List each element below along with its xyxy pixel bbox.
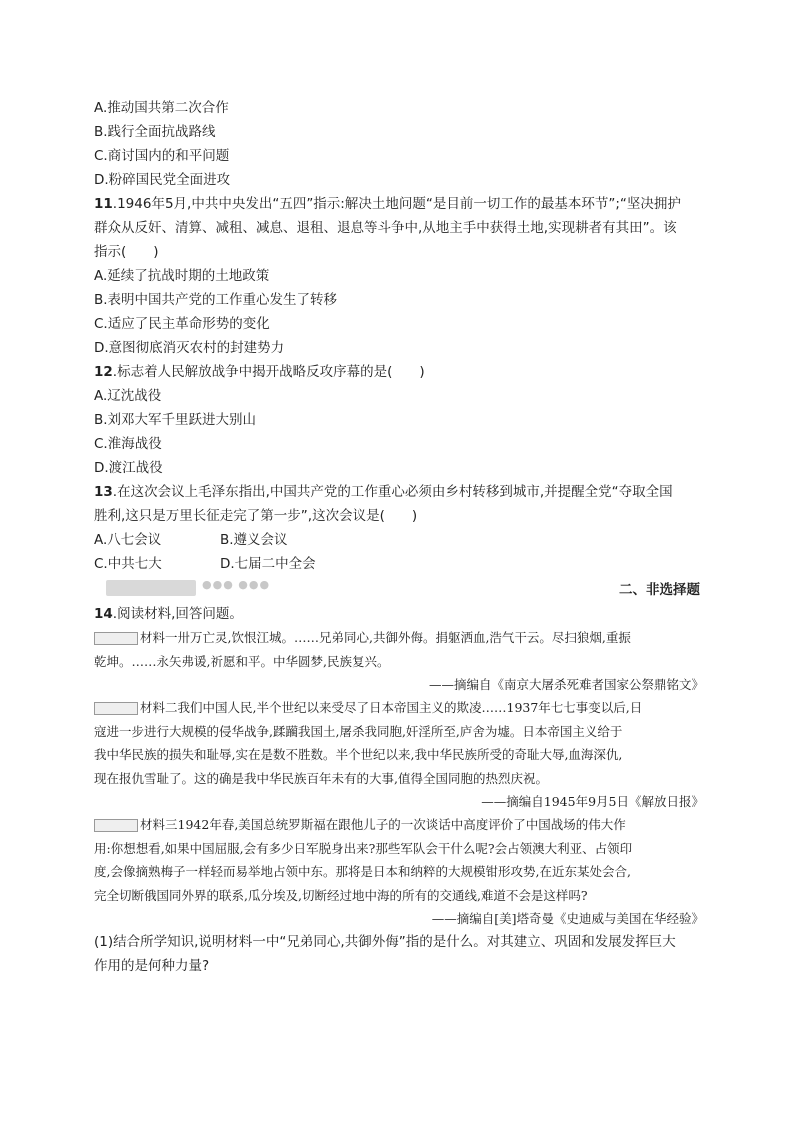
- q10-option-a: A.推动国共第二次合作: [94, 100, 229, 116]
- material-3-label: 材料三: [140, 817, 178, 832]
- section-header: [94, 578, 704, 600]
- material-1-source: ——摘编自《南京大屠杀死难者国家公祭鼎铭文》: [428, 677, 704, 692]
- material-3-line1: [94, 813, 704, 837]
- q11-option-b: B.表明中国共产党的工作重心发生了转移: [94, 292, 338, 308]
- q11-option-d: D.意图彻底消灭农村的封建势力: [94, 340, 285, 356]
- q14-sub1-line1: (1)结合所学知识,说明材料一中“兄弟同心,共御外侮”指的是什么。对其建立、巩固和发展发挥巨大: [94, 934, 676, 950]
- q12-option-a: A.辽沈战役: [94, 388, 162, 404]
- q14-stem-text: .阅读材料,回答问题。: [112, 606, 243, 622]
- q12-stem-text: .标志着人民解放战争中揭开战略反攻序幕的是( ): [112, 364, 425, 380]
- q11-stem-text1: .1946年5月,中共中央发出“五四”指示:解决土地问题“是目前一切工作的最基本环节”;“坚决拥护: [112, 196, 681, 212]
- material-1: [94, 626, 704, 673]
- material-1-line2: 乾坤。……永矢弗谖,祈愿和平。中华圆梦,民族复兴。: [94, 653, 390, 669]
- material-2-line1: [94, 696, 704, 720]
- q14-stem: [94, 602, 704, 626]
- q12-number: 12: [94, 364, 113, 380]
- material-2-source: ——摘编自1945年9月5日《解放日报》: [481, 794, 704, 809]
- q13-stem-line1: [94, 480, 704, 504]
- q10-option-c: C.商讨国内的和平问题: [94, 148, 230, 164]
- material-marker-box: [94, 702, 138, 715]
- material-3-source: ——摘编自[美]塔奇曼《史迪威与美国在华经验》: [431, 911, 704, 926]
- q14-number: 14: [94, 606, 113, 622]
- material-3-line2: 用:你想想看,如果中国屈服,会有多少日军脱身出来?那些军队会干什么呢?会占领澳大利亚、占领印: [94, 840, 633, 856]
- exam-page: [94, 96, 704, 978]
- q10-option-b: B.践行全面抗战路线: [94, 124, 216, 140]
- q11-option-c: C.适应了民主革命形势的变化: [94, 316, 270, 332]
- material-2-line4: 现在报仇雪耻了。这的确是我中华民族百年未有的大事,值得全国同胞的热烈庆祝。: [94, 770, 548, 786]
- material-2-line2: 寇进一步进行大规模的侵华战争,蹂躏我国土,屠杀我同胞,奸淫所至,庐舍为墟。日本帝国主义给于: [94, 723, 623, 739]
- material-3-text1: 1942年春,美国总统罗斯福在跟他儿子的一次谈话中高度评价了中国战场的伟大作: [177, 817, 626, 832]
- material-3-line4: 完全切断俄国同外界的联系,瓜分埃及,切断经过地中海的所有的交通线,难道不会是这样吗?: [94, 887, 588, 903]
- q11-stem-line3: 指示( ): [94, 244, 159, 260]
- material-1-line1: [94, 626, 704, 650]
- section-title: 二、非选择题: [619, 582, 700, 598]
- material-3: [94, 813, 704, 907]
- q13-stem-text1: .在这次会议上毛泽东指出,中国共产党的工作重心必须由乡村转移到城市,并提醒全党“夺取全国: [112, 484, 673, 500]
- material-1-text1: 卅万亡灵,饮恨江城。……兄弟同心,共御外侮。捐躯洒血,浩气干云。尽扫狼烟,重振: [177, 630, 631, 645]
- material-marker-box: [94, 819, 138, 832]
- material-1-label: 材料一: [140, 630, 178, 645]
- q13-stem-line2: 胜利,这只是万里长征走完了第一步”,这次会议是( ): [94, 508, 418, 524]
- material-2-text1: 我们中国人民,半个世纪以来受尽了日本帝国主义的欺凌……1937年七七事变以后,日: [177, 700, 643, 715]
- q13-options-row2: [94, 552, 704, 576]
- q12-stem: [94, 360, 704, 384]
- q10-option-d: D.粉碎国民党全面进攻: [94, 172, 231, 188]
- section-dots: ●●● ●●●: [202, 578, 271, 591]
- material-3-line3: 度,会像摘熟梅子一样轻而易举地占领中东。那将是日本和纳粹的大规模钳形攻势,在近东某处会合,: [94, 864, 631, 879]
- q13-option-d: D.七届二中全会: [220, 556, 316, 572]
- q11-stem-line2: 群众从反奸、清算、减租、减息、退租、退息等斗争中,从地主手中获得土地,实现耕者有其田”。该: [94, 220, 677, 236]
- q11-number: 11: [94, 196, 113, 212]
- q13-number: 13: [94, 484, 113, 500]
- q12-option-c: C.淮海战役: [94, 436, 162, 452]
- q13-options-row1: [94, 528, 704, 552]
- material-2-label: 材料二: [140, 700, 178, 715]
- q13-option-a: A.八七会议: [94, 532, 162, 548]
- q14-sub1-line2: 作用的是何种力量?: [94, 958, 210, 974]
- q12-option-b: B.刘邓大军千里跃进大别山: [94, 412, 257, 428]
- material-marker-box: [94, 632, 138, 645]
- q11-option-a: A.延续了抗战时期的土地政策: [94, 268, 270, 284]
- q11-stem-line1: [94, 192, 704, 216]
- q13-option-b: B.遵义会议: [220, 532, 288, 548]
- section-tag-box: [106, 580, 196, 596]
- material-2-line3: 我中华民族的损失和耻辱,实在是数不胜数。半个世纪以来,我中华民族所受的奇耻大辱,血海深仇,: [94, 747, 623, 762]
- q13-option-c: C.中共七大: [94, 556, 162, 572]
- material-2: [94, 696, 704, 790]
- q12-option-d: D.渡江战役: [94, 460, 163, 476]
